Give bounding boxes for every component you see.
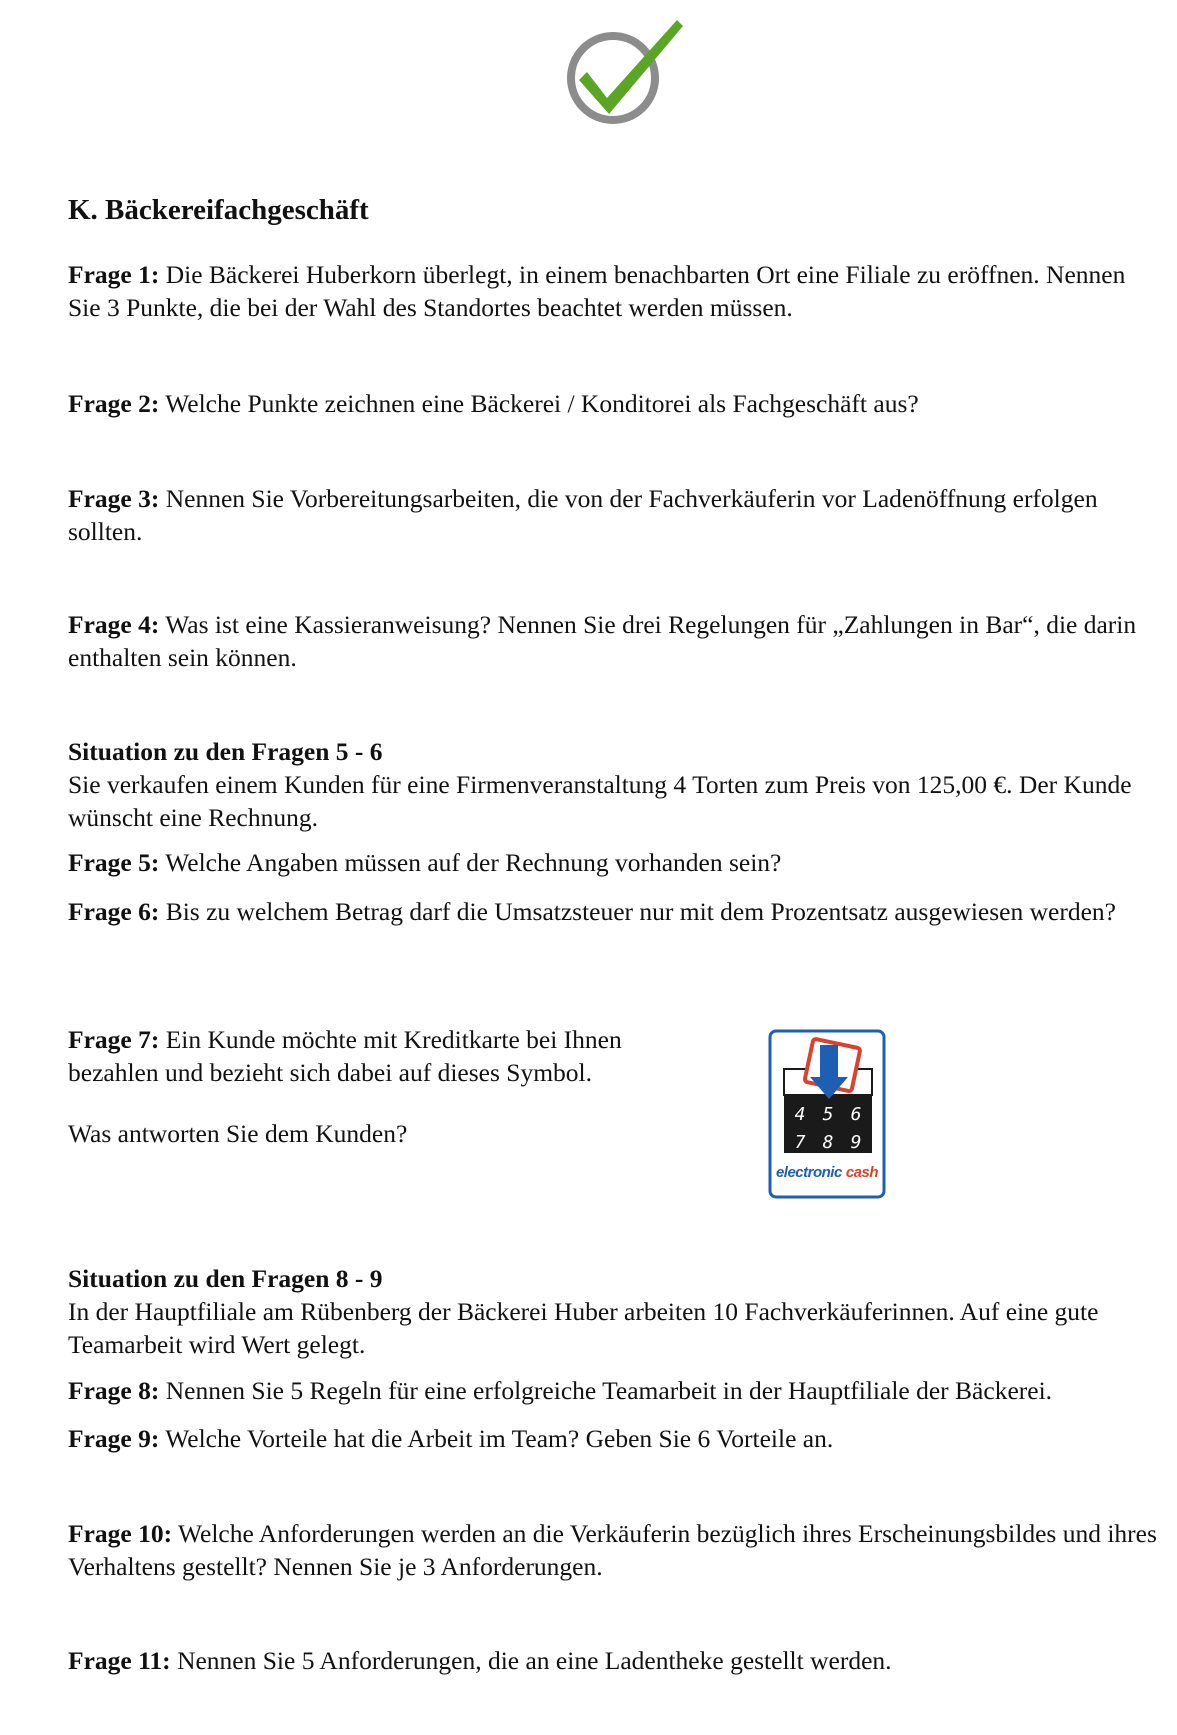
question-3: Frage 3: Nennen Sie Vorbereitungsarbeiten, die von der Fachverkäuferin vor Ladenöffnung erfolgen sollten. xyxy=(68,484,1098,546)
electronic-cash-icon xyxy=(768,1029,886,1199)
question-1: Frage 1: Die Bäckerei Huberkorn überlegt, in einem benachbarten Ort eine Filiale zu eröffnen. Nennen Sie 3 Punkte, die bei der Wahl des Standortes beachtet werden müssen. xyxy=(68,260,1126,322)
question-9: Frage 9: Welche Vorteile hat die Arbeit im Team? Geben Sie 6 Vorteile an. xyxy=(68,1424,834,1453)
situation-5-6 xyxy=(68,735,1158,834)
ec-key: 9 xyxy=(850,1132,862,1153)
situation-title: Situation zu den Fragen 5 - 6 xyxy=(68,737,383,766)
checkmark-logo-icon xyxy=(555,14,685,132)
situation-8-9 xyxy=(68,1262,1158,1361)
ec-brand-part2: cash xyxy=(845,1164,879,1181)
question-10: Frage 10: Welche Anforderungen werden an die Verkäuferin bezüglich ihres Erscheinungsbildes und ihres Verhaltens gestellt? Nennen Sie je 3 Anforderungen. xyxy=(68,1519,1157,1581)
ec-brand-part1: electronic xyxy=(775,1164,842,1181)
question-8: Frage 8: Nennen Sie 5 Regeln für eine erfolgreiche Teamarbeit in der Hauptfiliale der Bäckerei. xyxy=(68,1376,1053,1405)
ec-key: 6 xyxy=(850,1104,862,1125)
page-title: K. Bäckereifachgeschäft xyxy=(68,194,369,226)
svg-text:electroniccash xyxy=(776,1164,878,1181)
ec-key: 8 xyxy=(822,1132,834,1153)
ec-key: 7 xyxy=(794,1132,806,1153)
question-7: Frage 7: Ein Kunde möchte mit Kreditkarte bei Ihnen bezahlen und bezieht sich dabei auf dieses Symbol. xyxy=(68,1025,622,1087)
ec-key: 4 xyxy=(794,1104,806,1125)
question-5: Frage 5: Welche Angaben müssen auf der Rechnung vorhanden sein? xyxy=(68,848,782,877)
question-11: Frage 11: Nennen Sie 5 Anforderungen, die an eine Ladentheke gestellt werden. xyxy=(68,1646,892,1675)
situation-text: Sie verkaufen einem Kunden für eine Firmenveranstaltung 4 Torten zum Preis von 125,00 €. Der Kunde wünscht eine Rechnung. xyxy=(68,770,1132,832)
ec-key: 5 xyxy=(822,1104,834,1125)
question-6: Frage 6: Bis zu welchem Betrag darf die Umsatzsteuer nur mit dem Prozentsatz ausgewiesen werden? xyxy=(68,897,1116,926)
question-2: Frage 2: Welche Punkte zeichnen eine Bäckerei / Konditorei als Fachgeschäft aus? xyxy=(68,389,919,418)
situation-text: In der Hauptfiliale am Rübenberg der Bäckerei Huber arbeiten 10 Fachverkäuferinnen. Auf eine gute Teamarbeit wird Wert gelegt. xyxy=(68,1297,1099,1359)
situation-title: Situation zu den Fragen 8 - 9 xyxy=(68,1264,383,1293)
question-7-followup: Was antworten Sie dem Kunden? xyxy=(68,1119,408,1148)
question-4: Frage 4: Was ist eine Kassieranweisung? Nennen Sie drei Regelungen für „Zahlungen in Bar“, die darin enthalten sein können. xyxy=(68,610,1137,672)
